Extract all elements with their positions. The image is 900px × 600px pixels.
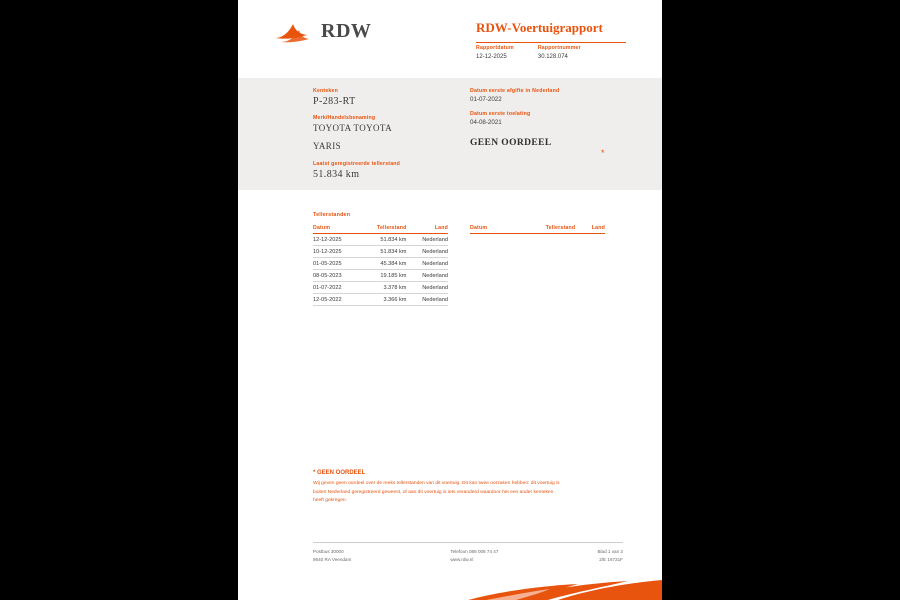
table-row (313, 281, 448, 293)
first-issue-nl-value: 01-07-2022 (470, 96, 502, 103)
cell-land: Nederland (406, 234, 448, 246)
column-header-tellerstand: Tellerstand (359, 225, 406, 234)
footer-phone: Telefoon 088 008 74 47 (450, 549, 499, 554)
cell-datum: 08-05-2023 (313, 269, 359, 281)
cell-datum: 12-12-2025 (313, 234, 359, 246)
rdw-swoosh-icon (273, 18, 315, 44)
footer-pagination (597, 548, 623, 565)
footnote-body: Wij geven geen oordeel over de reeks tellerstanden van dit voertuig. Dit kan twee oorzaken hebben: dit voertuig is buiten Nederland geregistreerd geweest, of aan dit voertuig is iets veranderd waardoor het een ander kenteken heeft gekregen. (313, 481, 560, 504)
column-header-tellerstand: Tellerstand (509, 225, 576, 234)
report-number-label: Rapportnummer (537, 45, 581, 51)
merk-value: TOYOTA TOYOTA (313, 123, 393, 133)
title-rule (476, 42, 626, 43)
cell-datum: 10-12-2025 (313, 245, 359, 257)
cell-tellerstand: 51.834 km (359, 245, 406, 257)
cell-datum: 12-05-2022 (313, 293, 359, 305)
first-issue-nl-label: Datum eerste afgifte in Nederland (470, 88, 560, 94)
registration-details (470, 88, 640, 148)
report-date-value: 12-12-2025 (476, 54, 507, 60)
report-date-label: Rapportdatum (476, 45, 514, 51)
footer-address-line1: Postbus 30000 (313, 549, 344, 554)
footer-address (313, 548, 351, 565)
table-row (313, 293, 448, 305)
first-admission-label: Datum eerste toelating (470, 111, 531, 117)
merk-label: Merk/Handelsbenaming (313, 115, 376, 121)
cell-land: Nederland (406, 269, 448, 281)
cell-tellerstand: 3.378 km (359, 281, 406, 293)
cell-land: Nederland (406, 257, 448, 269)
kenteken-value: P-283-RT (313, 96, 356, 107)
cell-land: Nederland (406, 293, 448, 305)
odometer-table-left (313, 225, 448, 306)
verdict-asterisk: * (601, 148, 605, 158)
odometer-value: 51.834 km (313, 169, 360, 180)
column-header-datum: Datum (313, 225, 359, 234)
column-header-land: Land (406, 225, 448, 234)
report-date-block (476, 45, 514, 60)
table-row (313, 269, 448, 281)
footer-doc-code: 2/E 16731F (599, 557, 623, 563)
footer-contact (450, 548, 498, 565)
model-value: YARIS (313, 141, 342, 151)
footer-address-line2: 9640 RA Veendam (313, 557, 352, 563)
report-number-value: 30.128.074 (537, 54, 568, 60)
column-header-land: Land (575, 225, 605, 234)
odometer-label: Laatst geregistreerde tellerstand (313, 161, 401, 167)
table-row (313, 234, 448, 246)
footer-website[interactable]: www.rdw.nl (450, 557, 474, 563)
footnote (313, 470, 563, 506)
table-row (313, 245, 448, 257)
rdw-logo (273, 18, 371, 44)
cell-datum: 01-07-2022 (313, 281, 359, 293)
kenteken-label: Kenteken (313, 88, 338, 94)
table-row (313, 257, 448, 269)
cell-tellerstand: 51.834 km (359, 234, 406, 246)
document-page (238, 0, 662, 600)
cell-datum: 01-05-2025 (313, 257, 359, 269)
table-header-row (470, 225, 605, 234)
report-meta (476, 45, 581, 60)
table-header-row (313, 225, 448, 234)
footer-swoosh-graphic (238, 578, 662, 600)
cell-tellerstand: 19.185 km (359, 269, 406, 281)
footnote-title: * GEEN OORDEEL (313, 470, 366, 476)
rdw-wordmark: RDW (321, 19, 372, 42)
cell-land: Nederland (406, 245, 448, 257)
cell-land: Nederland (406, 281, 448, 293)
report-number-block (538, 45, 581, 60)
footer-page-number: Blad 1 van 3 (597, 549, 623, 554)
vehicle-details (313, 88, 463, 188)
page-title: RDW-Voertuigrapport (476, 20, 603, 35)
cell-tellerstand: 45.384 km (359, 257, 406, 269)
cell-tellerstand: 3.366 km (359, 293, 406, 305)
verdict-text: GEEN OORDEEL (470, 138, 552, 148)
odometer-section-title: Tellerstanden (313, 212, 351, 218)
page-footer (313, 542, 623, 565)
odometer-table-right (470, 225, 605, 234)
column-header-datum: Datum (470, 225, 509, 234)
first-admission-value: 04-08-2021 (470, 119, 502, 126)
